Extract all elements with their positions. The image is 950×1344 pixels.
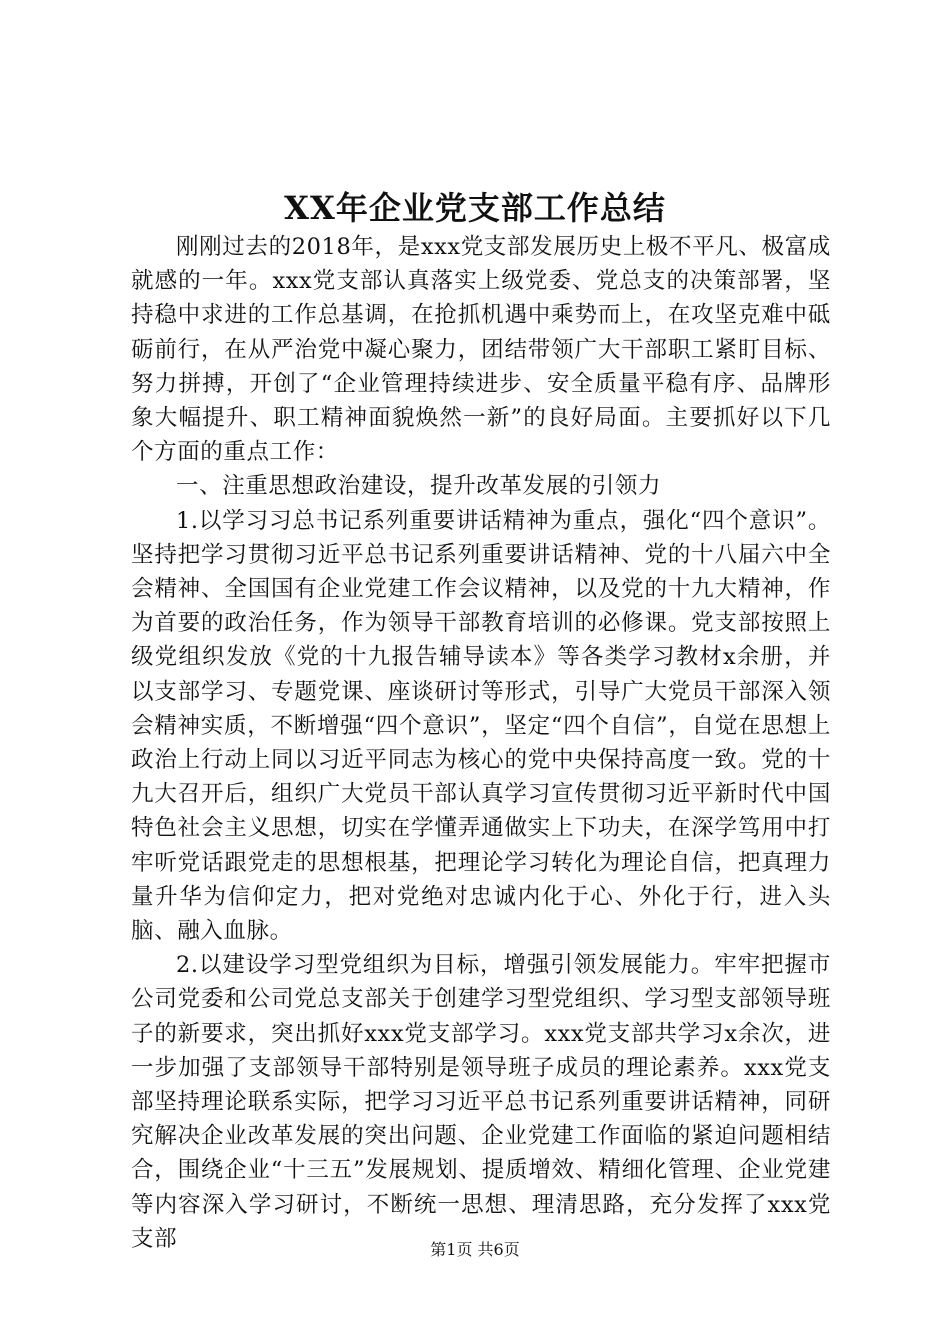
item-2-paragraph: 2.以建设学习型党组织为目标，增强引领发展能力。牢牢把握市公司党委和公司党总支部关于创建学习型党组织、学习型支部领导班子的新要求，突出抓好xxx党支部学习。xxx党支部共学习x余次，进一步加强了支部领导干部特别是领导班子成员的理论素养。xxx党支部坚持理论联系实际，把学习习近平总书记系列重要讲话精神，同研究解决企业改革发展的突出问题、企业党建工作面临的紧迫问题相结合，围绕企业“十三五”发展规划、提质增效、精细化管理、企业党建等内容深入学习研讨，不断统一思想、理清思路，充分发挥了xxx党支部: [131, 952, 831, 1252]
intro-paragraph: 刚刚过去的2018年，是xxx党支部发展历史上极不平凡、极富成就感的一年。xxx党支部认真落实上级党委、党总支的决策部署，坚持稳中求进的工作总基调，在抢抓机遇中乘势而上，在攻坚克难中砥砺前行，在从严治党中凝心聚力，团结带领广大干部职工紧盯目标、努力拼搏，开创了“企业管理持续进步、安全质量平稳有序、品牌形象大幅提升、职工精神面貌焕然一新”的良好局面。主要抓好以下几个方面的重点工作：: [131, 234, 831, 466]
document-title: XX年企业党支部工作总结: [284, 189, 666, 227]
page-number-footer: 第1页 共6页: [430, 1240, 520, 1259]
item-1-paragraph: 1.以学习习总书记系列重要讲话精神为重点，强化“四个意识”。坚持把学习贯彻习近平总书记系列重要讲话精神、党的十八届六中全会精神、全国国有企业党建工作会议精神，以及党的十九大精神，作为首要的政治任务，作为领导干部教育培训的必修课。党支部按照上级党组织发放《党的十九报告辅导读本》等各类学习教材x余册，并以支部学习、专题党课、座谈研讨等形式，引导广大党员干部深入领会精神实质，不断增强“四个意识”，坚定“四个自信”，自觉在思想上政治上行动上同以习近平同志为核心的党中央保持高度一致。党的十九大召开后，组织广大党员干部认真学习宣传贯彻习近平新时代中国特色社会主义思想，切实在学懂弄通做实上下功夫，在深学笃用中打牢听党话跟党走的思想根基，把理论学习转化为理论自信，把真理力量升华为信仰定力，把对党绝对忠诚内化于心、外化于行，进入头脑、融入血脉。: [131, 507, 831, 945]
section-heading: 一、注重思想政治建设，提升改革发展的引领力: [176, 473, 662, 500]
document-body: [131, 230, 831, 1256]
